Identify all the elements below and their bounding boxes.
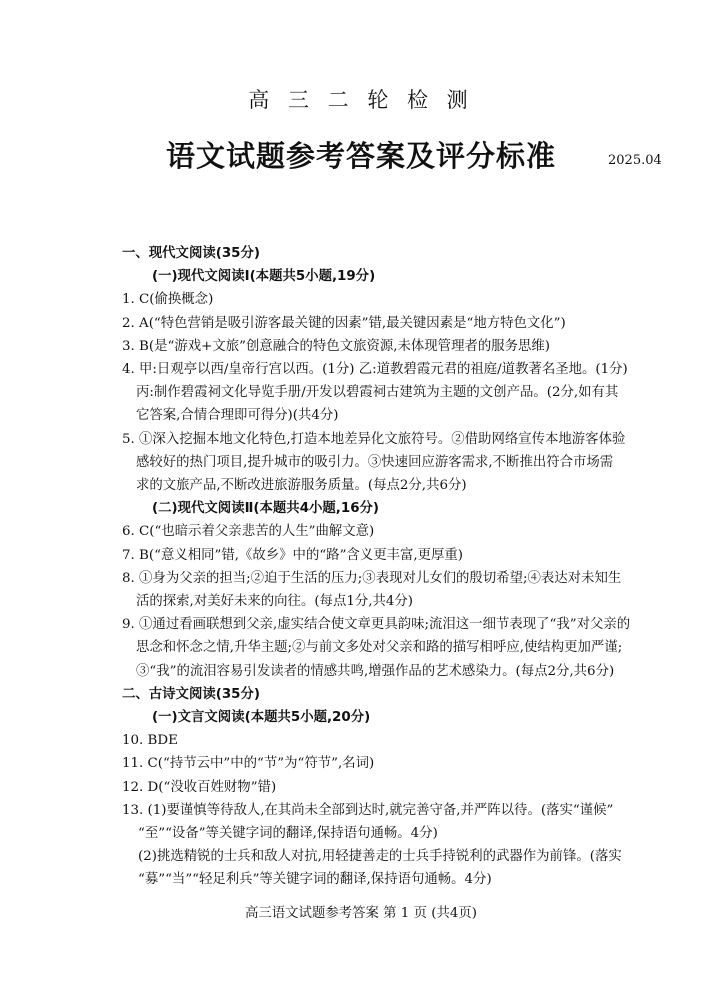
answer-line: ③“我”的流泪容易引发读者的情感共鸣,增强作品的艺术感染力。(每点2分,共6分) [136,663,615,679]
document-title: 语文试题参考答案及评分标准 [165,139,556,173]
answer-line: (2)挑选精锐的士兵和敌人对抗,用轻捷善走的士兵手持锐利的武器作为前锋。(落实 [138,849,622,865]
answer-content [122,242,631,892]
answer-line: 求的文旅产品,不断改进旅游服务质量。(每点2分,共6分) [136,478,467,494]
answer-line: “募”“当”“轻足利兵”等关键字词的翻译,保持语句通畅。4分) [138,872,492,888]
exam-subtitle: 高 三 二 轮 检 测 [248,88,474,112]
answer-line: 4. 甲:日观亭以西/皇帝行宫以西。(1分) 乙:道教碧霞元君的祖庭/道教著名圣地。(1分) [122,362,628,378]
answer-line: 6. C(“也暗示着父亲悲苦的人生”曲解文意) [122,524,375,540]
section-heading: 一、现代文阅读(35分) [122,246,260,261]
answer-line: 10. BDE [122,733,178,749]
answer-line: 9. ①通过看画联想到父亲,虚实结合使文章更具韵味;流泪这一细节表现了“我”对父亲的 [122,617,631,633]
answer-line: 思念和怀念之情,升华主题;②与前文多处对父亲和路的描写相呼应,使结构更加严谨; [136,640,623,656]
section-heading: 二、古诗文阅读(35分) [122,686,260,702]
answer-line: 它答案,合情合理即可得分)(共4分) [136,408,339,424]
answer-line: 活的探索,对美好未来的向往。(每点1分,共4分) [136,594,414,610]
answer-line: 5. ①深入挖掘本地文化特色,打造本地差异化文旅符号。②借助网络宣传本地游客体验 [122,431,626,447]
page-footer: 高三语文试题参考答案 第 1 页 (共4页) [245,906,477,921]
answer-line: 13. (1)要谨慎等待敌人,在其尚未全部到达时,就完善守备,并严阵以待。(落实“谨候” [122,802,614,818]
document-date: 2025.04 [608,153,662,168]
subsection-heading: (一)现代文阅读Ⅰ(本题共5小题,19分) [152,269,376,285]
answer-line: 11. C(“持节云中”中的“节”为“符节”,名词) [122,756,375,772]
subsection-heading: (二)现代文阅读Ⅱ(本题共4小题,16分) [152,501,380,517]
subsection-heading: (一)文言文阅读(本题共5小题,20分) [152,710,371,726]
answer-line: “至”“设备”等关键字词的翻译,保持语句通畅。4分) [138,826,438,842]
answer-line: 1. C(偷换概念) [122,292,214,308]
answer-line: 12. D(“没收百姓财物”错) [122,779,277,795]
answer-line: 感较好的热门项目,提升城市的吸引力。③快速回应游客需求,不断推出符合市场需 [136,454,614,470]
answer-line: 丙:制作碧霞祠文化导览手册/开发以碧霞祠古建筑为主题的文创产品。(2分,如有其 [136,385,619,401]
answer-line: 7. B(“意义相同”错,《故乡》中的“路”含义更丰富,更厚重) [122,547,464,563]
answer-line: 3. B(是“游戏+文旅”创意融合的特色文旅资源,未体现管理者的服务思维) [122,338,551,354]
answer-line: 8. ①身为父亲的担当;②迫于生活的压力;③表现对儿女们的殷切希望;④表达对未知生 [122,570,622,586]
answer-line: 2. A(“特色营销是吸引游客最关键的因素”错,最关键因素是“地方特色文化”) [122,315,566,331]
